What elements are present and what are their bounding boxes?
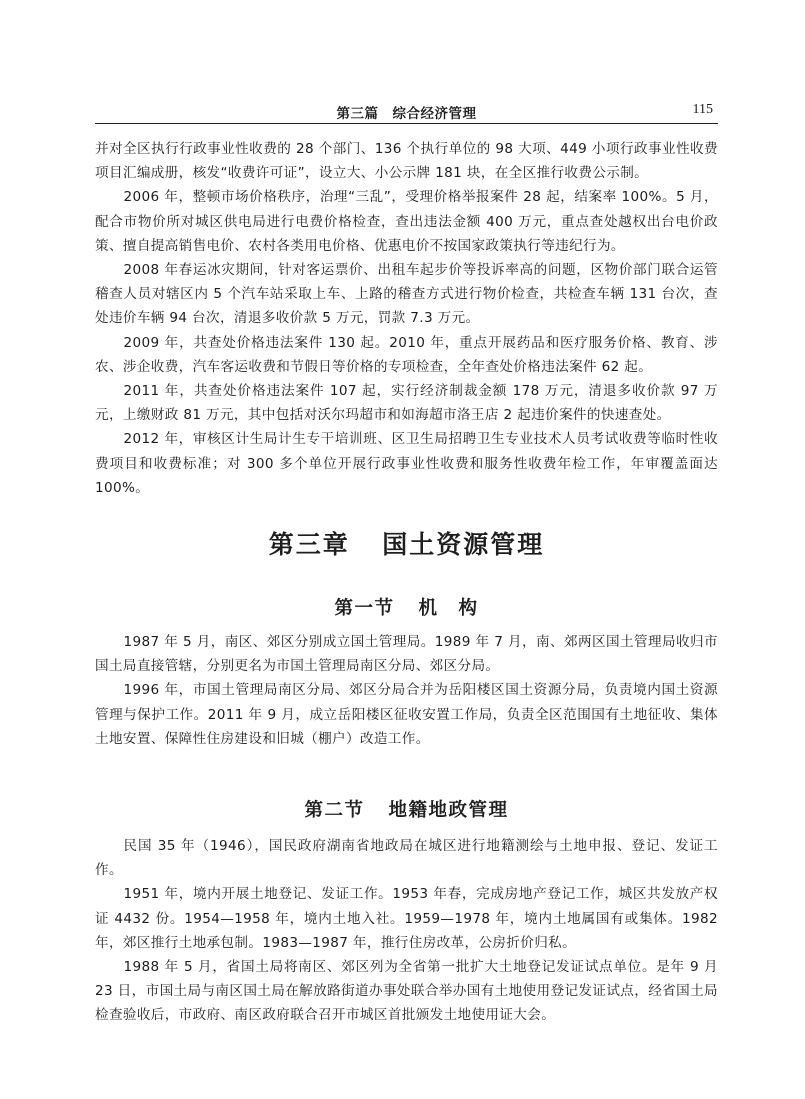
- paragraph: 2009 年，共查处价格违法案件 130 起。2010 年，重点开展药品和医疗服务价格、教育、涉农、涉企收费，汽车客运收费和节假日等价格的专项检查，全年查处价格违法案件 62 起。: [95, 334, 718, 375]
- paragraph: 1988 年 5 月，省国土局将南区、郊区列为全省第一批扩大土地登记发证试点单位。是年 9 月 23 日，市国土局与南区国土局在解放路街道办事处联合举办国有土地使用登记发证试点，经省国土局检查验收后，市政府、南区政府联合召开市城区首批颁发土地使用证大会。: [95, 959, 718, 1024]
- paragraph: 1951 年，境内开展土地登记、发证工作。1953 年春，完成房地产登记工作，城区共发放产权证 4432 份。1954—1958 年，境内土地入社。1959—1978 年，境内土地属国有或集体。1982 年，郊区推行土地承包制。1983—1987 年，推行住房改革，公房折价归私。: [95, 886, 718, 951]
- part-title: 第三篇 综合经济管理: [336, 106, 477, 122]
- section-number: 第二节: [304, 800, 365, 821]
- paragraph: 1996 年，市国土管理局南区分局、郊区分局合并为岳阳楼区国土资源分局，负责境内国土资源管理与保护工作。2011 年 9 月，成立岳阳楼区征收安置工作局，负责全区范围国有土地征收、集体土地安置、保障性住房建设和旧城（棚户）改造工作。: [95, 682, 718, 747]
- section-1-body: [95, 630, 718, 751]
- continued-section-body: [95, 137, 718, 500]
- section-title: 地籍地政管理: [388, 800, 509, 821]
- section-2-body: [95, 834, 718, 1028]
- section-heading-2: [95, 796, 718, 822]
- section-title: 机 构: [418, 598, 479, 619]
- paragraph: 2008 年春运冰灾期间，针对客运票价、出租车起步价等投诉率高的问题，区物价部门联合运管稽查人员对辖区内 5 个汽车站采取上车、上路的稽查方式进行物价检查，共检查车辆 131 台次，查处违价车辆 94 台次，清退多收价款 5 万元，罚款 7.3 万元。: [95, 262, 718, 327]
- paragraph: 2006 年，整顿市场价格秩序，治理“三乱”，受理价格举报案件 28 起，结案率 100%。5 月，配合市物价所对城区供电局进行电费价格检查，查出违法金额 400 万元，重点查处越权出台电价政策、擅自提高销售电价、农村各类用电价格、优惠电价不按国家政策执行等违纪行为。: [95, 189, 718, 254]
- section-number: 第一节: [334, 598, 395, 619]
- page-number: 115: [692, 102, 713, 117]
- paragraph: 1987 年 5 月，南区、郊区分别成立国土管理局。1989 年 7 月，南、郊两区国土管理局收归市国土局直接管辖，分别更名为市国土管理局南区分局、郊区分局。: [95, 634, 718, 675]
- paragraph: 2011 年，共查处价格违法案件 107 起，实行经济制裁金额 178 万元，清退多收价款 97 万元，上缴财政 81 万元，其中包括对沃尔玛超市和如海超市洛王店 2 起违价案件的快速查处。: [95, 383, 718, 424]
- paragraph: 并对全区执行行政事业性收费的 28 个部门、136 个执行单位的 98 大项、449 小项行政事业性收费项目汇编成册，核发“收费许可证”，设立大、小公示牌 181 块，在全区推行收费公示制。: [95, 141, 718, 182]
- chapter-number: 第三章: [268, 530, 350, 559]
- header-rule: [95, 123, 718, 124]
- paragraph: 2012 年，审核区计生局计生专干培训班、区卫生局招聘卫生专业技术人员考试收费等临时性收费项目和收费标准；对 300 多个单位开展行政事业性收费和服务性收费年检工作，年审覆盖面达 100%。: [95, 431, 718, 496]
- section-heading-1: [95, 594, 718, 620]
- running-header: [95, 100, 718, 124]
- paragraph: 民国 35 年（1946），国民政府湖南省地政局在城区进行地籍测绘与土地申报、登记、发证工作。: [95, 838, 718, 879]
- chapter-title: 国土资源管理: [382, 530, 545, 559]
- chapter-heading: [95, 525, 718, 561]
